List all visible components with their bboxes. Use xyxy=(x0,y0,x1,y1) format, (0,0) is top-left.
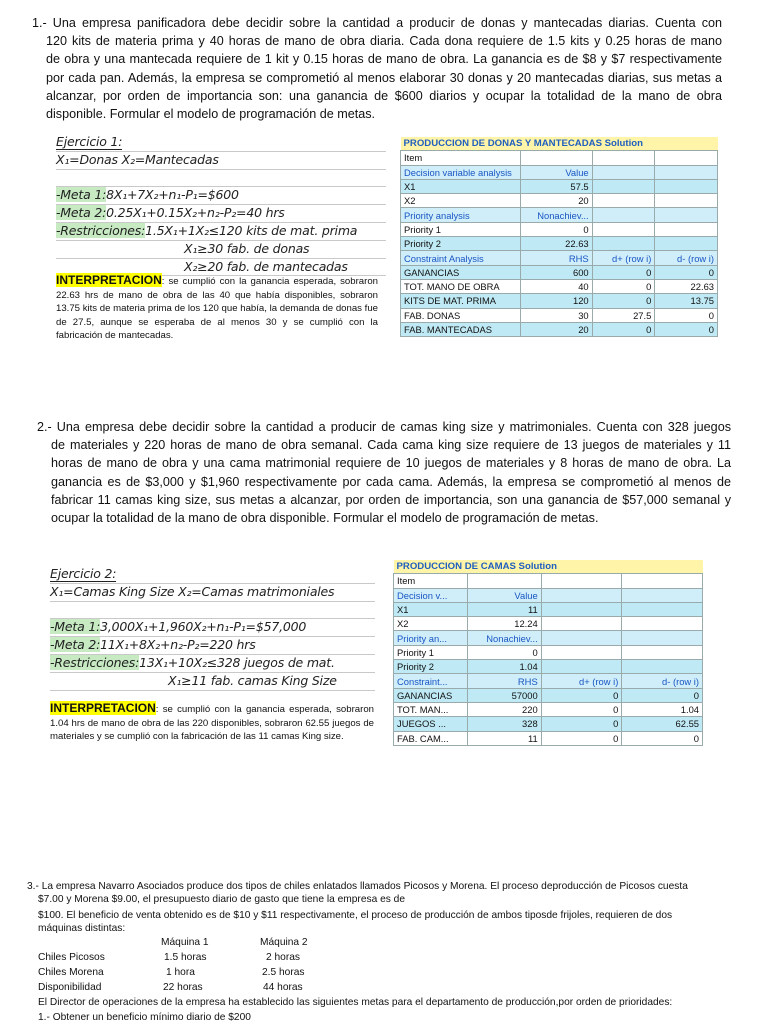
ex1-meta2-label: -Meta 2: xyxy=(56,205,107,221)
table-cell: 600 xyxy=(520,265,592,279)
table-cell: 0 xyxy=(541,717,622,731)
table-cell: Nonachiev... xyxy=(520,208,592,222)
ex2-notes-vars: X₁=Camas King Size X₂=Camas matrimoniales xyxy=(50,584,375,602)
table-cell: 12.24 xyxy=(467,617,541,631)
ex2-table-title: PRODUCCION DE CAMAS Solution xyxy=(394,560,703,574)
ex2-meta2: 11X₁+8X₂+n₂-P₂=220 hrs xyxy=(100,637,256,653)
ex2-restr1: 13X₁+10X₂≤328 juegos de mat. xyxy=(139,654,335,670)
table-cell: 0 xyxy=(655,322,718,336)
table-row-label: X2 xyxy=(394,617,468,631)
table-cell: 57.5 xyxy=(520,179,592,193)
ex3-line: $100. El beneficio de venta obtenido es de $10 y $11 respectivamente, el proceso de producción de ambos tiposde frijoles, requieren de dos xyxy=(38,910,673,921)
ex3-line: máquinas distintas: xyxy=(38,923,126,934)
row-m1: 1.5 horas xyxy=(164,952,207,963)
table-cell: 13.75 xyxy=(655,294,718,308)
table-row-label: Priority 2 xyxy=(401,237,521,251)
ex3-line: El Director de operaciones de la empresa ha establecido las siguientes metas para el departamento de producción,por orden de prioridades: xyxy=(38,997,673,1008)
row-label: Chiles Picosos xyxy=(38,952,105,963)
ex2-statement-line: fabricar 11 camas king size, sus metas a alcanzar, por orden de importancia, son una ganancia de $57,000 semanal y xyxy=(51,492,731,507)
table-cell: 57000 xyxy=(467,688,541,702)
row-label: Disponibilidad xyxy=(38,982,102,993)
table-cell: 20 xyxy=(520,194,592,208)
table-cell: 1.04 xyxy=(467,660,541,674)
ex2-restr2: X₁≥11 fab. camas King Size xyxy=(50,673,375,691)
table-cell: 0 xyxy=(467,645,541,659)
table-cell: RHS xyxy=(467,674,541,688)
interpretation-text: : se cumplió con la ganancia esperada, sobraron 22.63 hrs de mano de obra de las 40 que había disponibles, sobraron 13.75 kits de materia prima de los 120 que había, la demanda de donas fue de 27.5, aunque se esperaba de al menos 30 y se cumplió con la fabricación de mantecadas. xyxy=(56,276,378,342)
ex1-statement-line: por cada pan. Además, la empresa se comprometió al menos elaborar 30 donas y 20 mantecadas diarias, sus metas a xyxy=(46,70,722,85)
table-row-label: Item xyxy=(401,151,521,165)
table-cell: 22.63 xyxy=(655,279,718,293)
table-row-label: KITS DE MAT. PRIMA xyxy=(401,294,521,308)
ex1-meta1-label: -Meta 1: xyxy=(56,187,107,203)
table-cell: 0 xyxy=(541,731,622,745)
table-row-label: X2 xyxy=(401,194,521,208)
table-cell: 328 xyxy=(467,717,541,731)
table-cell: 0 xyxy=(592,294,655,308)
table-cell: 0 xyxy=(622,688,703,702)
table-row-label: Priority an... xyxy=(394,631,468,645)
ex2-meta1: 3,000X₁+1,960X₂+n₁-P₁=$57,000 xyxy=(100,619,307,635)
ex2-statement-line: 2.- Una empresa debe decidir sobre la cantidad a producir de camas king size y matrimoniales. Cuenta con 328 juegos xyxy=(37,420,731,434)
row-m1: 22 horas xyxy=(163,982,203,993)
table-row-label: FAB. CAM... xyxy=(394,731,468,745)
table-row-label: FAB. MANTECADAS xyxy=(401,322,521,336)
table-cell: Value xyxy=(520,165,592,179)
ex2-meta1-label: -Meta 1: xyxy=(50,619,101,635)
ex3-line: 3.- La empresa Navarro Asociados produce dos tipos de chiles enlatados llamados Picosos y Morena. El proceso deproducción de Picosos cuesta xyxy=(27,881,688,892)
ex2-statement-line: horas de mano de obra y una cama matrimonial requiere de 10 juegos de materiales y 8 horas de mano de obra. La xyxy=(51,456,731,471)
ex1-restr3: X₂≥20 fab. de mantecadas xyxy=(56,259,386,277)
table-row-label: Decision v... xyxy=(394,588,468,602)
table-cell: 11 xyxy=(467,602,541,616)
table-row-label: X1 xyxy=(394,602,468,616)
ex1-statement-line: de obra y una mantecada requiere de 1 kit y 0.15 horas de mano de obra. La ganancia es de $8 y $7 respectivamente xyxy=(46,52,722,67)
table-cell: 0 xyxy=(592,265,655,279)
table-row-label: Priority analysis xyxy=(401,208,521,222)
table-cell: 0 xyxy=(592,322,655,336)
table-row-label: FAB. DONAS xyxy=(401,308,521,322)
ex1-notes-title: Ejercicio 1: xyxy=(56,134,123,149)
table-row-label: Priority 1 xyxy=(394,645,468,659)
table-row-label: TOT. MANO DE OBRA xyxy=(401,279,521,293)
table-row-label: GANANCIAS xyxy=(401,265,521,279)
table-cell: 22.63 xyxy=(520,237,592,251)
table-row-label: TOT. MAN... xyxy=(394,702,468,716)
table-cell: d- (row i) xyxy=(622,674,703,688)
table-cell: 62.55 xyxy=(622,717,703,731)
table-cell: 11 xyxy=(467,731,541,745)
table-cell: 20 xyxy=(520,322,592,336)
table-cell: 0 xyxy=(541,702,622,716)
table-cell: 0 xyxy=(592,279,655,293)
table-row-label: Priority 1 xyxy=(401,222,521,236)
table-row-label: JUEGOS ... xyxy=(394,717,468,731)
ex2-statement-line: de materiales y 220 horas de mano de obra semanal. Cada cama king size requiere de 13 juegos de materiales y 11 xyxy=(51,438,731,453)
table-cell: 0 xyxy=(541,688,622,702)
table-cell: d- (row i) xyxy=(655,251,718,265)
ex1-statement-line: disponible. Formular el modelo de programación de metas. xyxy=(46,107,376,122)
table-cell: 0 xyxy=(520,222,592,236)
table-cell: 40 xyxy=(520,279,592,293)
interpretation-text: : se cumplió con la ganancia esperada, sobraron 1.04 hrs de mano de obra de las 220 disponibles, sobraron 62.55 juegos de materiales y se cumplió con la fabricación de las 11 camas King size. xyxy=(50,704,374,743)
interpretation-tag: INTERPRETACION xyxy=(50,701,156,715)
table-cell: d+ (row i) xyxy=(541,674,622,688)
table-row-label: Priority 2 xyxy=(394,660,468,674)
table-cell: d+ (row i) xyxy=(592,251,655,265)
ex1-restr1: 1.5X₁+1X₂≤120 kits de mat. prima xyxy=(145,222,358,238)
ex2-statement-line: ganancia es de $3,000 y $1,960 respectivamente por cada cama. Además, la empresa se comprometió al menos de xyxy=(51,474,731,489)
table-row-label: X1 xyxy=(401,179,521,193)
ex2-notes-title: Ejercicio 2: xyxy=(50,566,117,581)
ex1-meta2: 0.25X₁+0.15X₂+n₂-P₂=40 hrs xyxy=(106,205,285,221)
ex2-restr-label: -Restricciones: xyxy=(50,654,140,670)
table-row-label: GANANCIAS xyxy=(394,688,468,702)
table-row-label: Constraint... xyxy=(394,674,468,688)
table-cell: RHS xyxy=(520,251,592,265)
table-cell: 120 xyxy=(520,294,592,308)
table-cell: 0 xyxy=(655,308,718,322)
ex1-meta1: 8X₁+7X₂+n₁-P₁=$600 xyxy=(106,187,239,203)
table-cell: Nonachiev... xyxy=(467,631,541,645)
row-m2: 44 horas xyxy=(263,982,303,993)
table-row-label: Item xyxy=(394,574,468,588)
ex2-meta2-label: -Meta 2: xyxy=(50,637,101,653)
machine-2-header: Máquina 2 xyxy=(260,937,308,948)
row-m2: 2 horas xyxy=(266,952,300,963)
table-cell: 30 xyxy=(520,308,592,322)
table-cell: 220 xyxy=(467,702,541,716)
ex1-statement-line: 1.- Una empresa panificadora debe decidir sobre la cantidad a producir de donas y mantecadas diarias. Cuenta con xyxy=(32,16,722,30)
ex1-statement-line: 120 kits de materia prima y 40 horas de mano de obra diaria. Cada dona requiere de 1.5 kits y 0.25 horas de mano xyxy=(46,34,722,49)
machine-1-header: Máquina 1 xyxy=(161,937,209,948)
row-label: Chiles Morena xyxy=(38,967,104,978)
ex1-notes-vars: X₁=Donas X₂=Mantecadas xyxy=(56,152,386,170)
ex1-restr2: X₁≥30 fab. de donas xyxy=(56,241,386,259)
row-m1: 1 hora xyxy=(166,967,195,978)
row-m2: 2.5 horas xyxy=(262,967,305,978)
ex3-line: $7.00 y Morena $9.00, el presupuesto diario de gasto que tiene la empresa es de xyxy=(38,894,405,905)
ex1-restr-label: -Restricciones: xyxy=(56,222,146,238)
interpretation-tag: INTERPRETACION xyxy=(56,273,162,287)
ex1-statement-line: alcanzar, por orden de importancia son: una ganancia de $600 diarios y ocupar la totalidad de la mano de obra xyxy=(46,88,722,103)
ex1-table-title: PRODUCCION DE DONAS Y MANTECADAS Solution xyxy=(401,137,718,151)
table-cell: 27.5 xyxy=(592,308,655,322)
table-cell: 0 xyxy=(622,731,703,745)
table-cell: 1.04 xyxy=(622,702,703,716)
ex3-line: 1.- Obtener un beneficio mínimo diario de $200 xyxy=(38,1012,251,1023)
table-cell: 0 xyxy=(655,265,718,279)
ex2-statement-line: ocupar la totalidad de la mano de obra disponible. Formular el modelo de programación de metas. xyxy=(51,511,599,526)
table-cell: Value xyxy=(467,588,541,602)
table-row-label: Decision variable analysis xyxy=(401,165,521,179)
table-row-label: Constraint Analysis xyxy=(401,251,521,265)
